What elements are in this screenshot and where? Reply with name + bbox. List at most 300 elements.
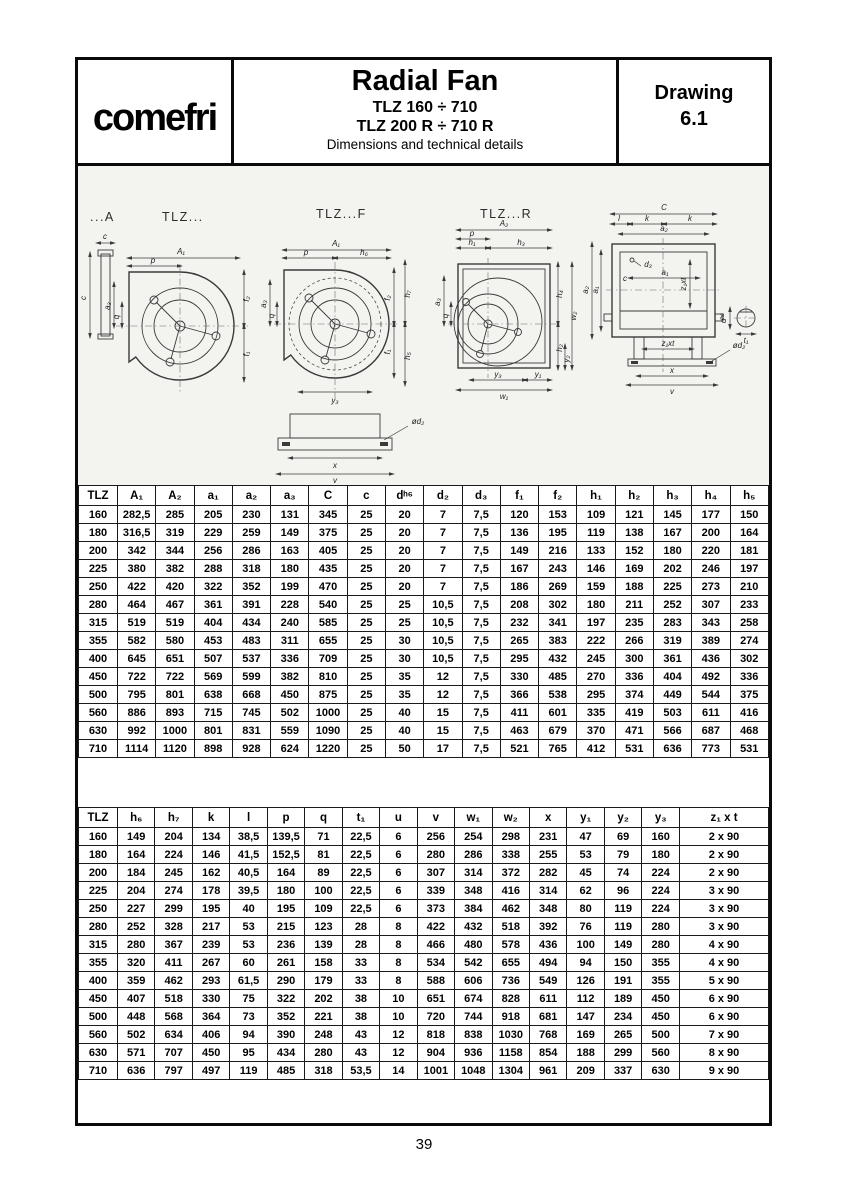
- table-cell: 411: [500, 704, 538, 722]
- table-cell: 928: [232, 740, 270, 758]
- table-cell: 599: [232, 668, 270, 686]
- table-cell: 280: [642, 936, 680, 954]
- table-cell: 419: [615, 704, 653, 722]
- table-cell: 681: [529, 1008, 566, 1026]
- table-cell: 20: [385, 560, 423, 578]
- table-cell: 773: [692, 740, 730, 758]
- table-cell: 112: [567, 990, 604, 1008]
- table-cell: 209: [567, 1062, 604, 1080]
- table-cell: 152: [615, 542, 653, 560]
- table-cell: 470: [309, 578, 347, 596]
- dim-label: h₁: [468, 238, 476, 247]
- table-row: [79, 936, 769, 954]
- table-cell: 6: [380, 864, 417, 882]
- table-cell: 231: [529, 828, 566, 846]
- column-header: c: [347, 486, 385, 506]
- table-cell: 341: [539, 614, 577, 632]
- column-header: t₁: [342, 808, 379, 828]
- table-cell: 7,5: [462, 560, 500, 578]
- table-cell: 180: [271, 560, 309, 578]
- subtitle-note: Dimensions and technical details: [326, 137, 524, 152]
- table-cell: 651: [417, 990, 454, 1008]
- table-cell: 25: [347, 722, 385, 740]
- table-cell: 3 x 90: [680, 918, 769, 936]
- table-cell: 74: [604, 864, 641, 882]
- table-cell: 709: [309, 650, 347, 668]
- table-cell: 1304: [492, 1062, 529, 1080]
- table-cell: 149: [271, 524, 309, 542]
- table-cell: 531: [615, 740, 653, 758]
- table-cell: 795: [118, 686, 156, 704]
- table-cell: 302: [730, 650, 769, 668]
- table-cell: 160: [642, 828, 680, 846]
- table-cell: 10,5: [424, 596, 462, 614]
- table-cell: 25: [347, 740, 385, 758]
- table-cell: 435: [309, 560, 347, 578]
- table-cell: 898: [194, 740, 232, 758]
- drawing-label: Drawing: [654, 82, 734, 104]
- table-cell: 2 x 90: [680, 864, 769, 882]
- table-cell: 76: [567, 918, 604, 936]
- table-cell: 69: [604, 828, 641, 846]
- table-cell: 560: [642, 1044, 680, 1062]
- table-cell: 339: [417, 882, 454, 900]
- dim-label: f₁: [242, 351, 251, 357]
- table-cell: 25: [347, 578, 385, 596]
- dim-label: h₆: [360, 248, 368, 257]
- table-cell: 316,5: [118, 524, 156, 542]
- table-cell: 270: [577, 668, 615, 686]
- table-cell: 450: [642, 1008, 680, 1026]
- table-row: [79, 954, 769, 972]
- table-cell: 28: [342, 936, 379, 954]
- column-header: y₁: [567, 808, 604, 828]
- column-header: f₂: [539, 486, 577, 506]
- dim-label: ød₂: [411, 417, 425, 426]
- view-label-tlz: TLZ...: [162, 210, 204, 224]
- table-cell: 255: [529, 846, 566, 864]
- table-cell: 1158: [492, 1044, 529, 1062]
- table-cell: 7,5: [462, 578, 500, 596]
- table-cell: 319: [653, 632, 691, 650]
- table-cell: 160: [79, 506, 118, 524]
- drawing-number-cell: [619, 60, 769, 163]
- table-cell: 992: [118, 722, 156, 740]
- table-cell: 375: [309, 524, 347, 542]
- page-title: Radial Fan: [351, 65, 499, 97]
- table-row: [79, 542, 769, 560]
- column-header: TLZ: [79, 808, 118, 828]
- table-cell: 25: [347, 614, 385, 632]
- dim-label: C: [661, 203, 667, 212]
- table-cell: 7,5: [462, 596, 500, 614]
- table-cell: 138: [615, 524, 653, 542]
- table-cell: 9 x 90: [680, 1062, 769, 1080]
- table-cell: 256: [194, 542, 232, 560]
- dim-label: w₁: [499, 392, 509, 401]
- table-cell: 7: [424, 578, 462, 596]
- dim-label: c: [623, 274, 627, 283]
- table-cell: 188: [615, 578, 653, 596]
- table-cell: 936: [455, 1044, 492, 1062]
- table-cell: 35: [385, 686, 423, 704]
- table-cell: 601: [539, 704, 577, 722]
- table-cell: 372: [492, 864, 529, 882]
- table-cell: 7,5: [462, 686, 500, 704]
- view-label-a: ...A: [90, 210, 115, 224]
- table-cell: 406: [192, 1026, 229, 1044]
- table-cell: 163: [271, 542, 309, 560]
- table-cell: 265: [604, 1026, 641, 1044]
- table-cell: 41,5: [230, 846, 267, 864]
- table-cell: 243: [539, 560, 577, 578]
- table-cell: 330: [500, 668, 538, 686]
- table-cell: 228: [271, 596, 309, 614]
- drawing-view-tlz: [103, 247, 251, 392]
- table-cell: 416: [730, 704, 769, 722]
- table-cell: 1000: [156, 722, 194, 740]
- table-cell: 606: [455, 972, 492, 990]
- table-cell: 392: [529, 918, 566, 936]
- table-cell: 314: [455, 864, 492, 882]
- table-cell: 611: [692, 704, 730, 722]
- table-cell: 139,5: [267, 828, 304, 846]
- table-cell: 30: [385, 650, 423, 668]
- table-row: [79, 686, 769, 704]
- dim-label: a₃: [433, 298, 442, 306]
- table-cell: 904: [417, 1044, 454, 1062]
- table-cell: 578: [492, 936, 529, 954]
- table-cell: 810: [309, 668, 347, 686]
- table-row: [79, 596, 769, 614]
- dimensions-table-2: [78, 807, 769, 1080]
- dim-label: A₂: [499, 219, 509, 228]
- table-cell: 1114: [118, 740, 156, 758]
- table-cell: 12: [424, 686, 462, 704]
- table-cell: 355: [79, 632, 118, 650]
- table-cell: 10,5: [424, 614, 462, 632]
- table-cell: 449: [653, 686, 691, 704]
- table-cell: 25: [347, 650, 385, 668]
- table-cell: 918: [492, 1008, 529, 1026]
- table-cell: 133: [577, 542, 615, 560]
- table-cell: 8 x 90: [680, 1044, 769, 1062]
- table-cell: 361: [653, 650, 691, 668]
- table-cell: 448: [118, 1008, 155, 1026]
- table-cell: 195: [267, 900, 304, 918]
- table-cell: 22,5: [342, 846, 379, 864]
- table-cell: 7,5: [462, 542, 500, 560]
- table-cell: 225: [79, 882, 118, 900]
- table-cell: 22,5: [342, 882, 379, 900]
- table-cell: 336: [615, 668, 653, 686]
- table-cell: 89: [305, 864, 342, 882]
- header-row: [79, 486, 769, 506]
- dim-label: p: [150, 256, 156, 265]
- table-cell: 149: [500, 542, 538, 560]
- dim-label: h₅: [403, 352, 412, 360]
- table-cell: 20: [385, 578, 423, 596]
- table-cell: 199: [271, 578, 309, 596]
- table-cell: 7: [424, 542, 462, 560]
- table-cell: 280: [642, 918, 680, 936]
- table-row: [79, 560, 769, 578]
- table-cell: 416: [492, 882, 529, 900]
- column-header: a₂: [232, 486, 270, 506]
- table-cell: 53: [230, 936, 267, 954]
- table-cell: 164: [267, 864, 304, 882]
- table-cell: 40: [385, 704, 423, 722]
- table-cell: 295: [577, 686, 615, 704]
- table-cell: 560: [79, 1026, 118, 1044]
- table-cell: 710: [79, 740, 118, 758]
- table-cell: 22,5: [342, 864, 379, 882]
- dim-label: k: [645, 214, 649, 223]
- table-cell: 38: [342, 1008, 379, 1026]
- table-cell: 73: [230, 1008, 267, 1026]
- table-cell: 655: [309, 632, 347, 650]
- table-cell: 559: [271, 722, 309, 740]
- table-cell: 43: [342, 1026, 379, 1044]
- table-cell: 464: [118, 596, 156, 614]
- table-cell: 582: [118, 632, 156, 650]
- table-cell: 503: [653, 704, 691, 722]
- table-cell: 180: [577, 596, 615, 614]
- table-cell: 518: [155, 990, 192, 1008]
- table-cell: 288: [194, 560, 232, 578]
- table-cell: 10: [380, 1008, 417, 1026]
- table-cell: 462: [155, 972, 192, 990]
- column-header: dʰ⁶: [385, 486, 423, 506]
- table-cell: 373: [417, 900, 454, 918]
- dimensions-table-1-wrap: [78, 485, 769, 758]
- table-cell: 139: [305, 936, 342, 954]
- column-header: C: [309, 486, 347, 506]
- table-cell: 224: [642, 882, 680, 900]
- table-row: [79, 578, 769, 596]
- table-cell: 6 x 90: [680, 1008, 769, 1026]
- header-row: [79, 808, 769, 828]
- table-cell: 38: [342, 990, 379, 1008]
- table-cell: 229: [194, 524, 232, 542]
- table-cell: 119: [230, 1062, 267, 1080]
- table-cell: 336: [730, 668, 769, 686]
- column-header: w₁: [455, 808, 492, 828]
- table-cell: 7,5: [462, 524, 500, 542]
- dim-label: c: [103, 232, 107, 241]
- table-cell: 61,5: [230, 972, 267, 990]
- column-header: h₇: [155, 808, 192, 828]
- table-cell: 450: [79, 990, 118, 1008]
- table-cell: 352: [232, 578, 270, 596]
- table-cell: 236: [267, 936, 304, 954]
- table-cell: 361: [194, 596, 232, 614]
- table-cell: 450: [271, 686, 309, 704]
- table-cell: 348: [529, 900, 566, 918]
- table-cell: 722: [118, 668, 156, 686]
- table-cell: 364: [192, 1008, 229, 1026]
- table-cell: 47: [567, 828, 604, 846]
- table-cell: 519: [156, 614, 194, 632]
- table-cell: 180: [642, 846, 680, 864]
- table-cell: 195: [539, 524, 577, 542]
- table-cell: 765: [539, 740, 577, 758]
- table-cell: 366: [500, 686, 538, 704]
- dim-label: f₂: [383, 295, 392, 301]
- column-header: q: [305, 808, 342, 828]
- table-cell: 123: [305, 918, 342, 936]
- table-cell: 7: [424, 506, 462, 524]
- table-cell: 483: [232, 632, 270, 650]
- column-header: A₂: [156, 486, 194, 506]
- table-cell: 53: [230, 918, 267, 936]
- table-cell: 167: [653, 524, 691, 542]
- table-cell: 109: [305, 900, 342, 918]
- table-cell: 1000: [309, 704, 347, 722]
- dim-label: z₁xt: [679, 277, 688, 291]
- table-cell: 537: [232, 650, 270, 668]
- table-cell: 630: [79, 1044, 118, 1062]
- table-cell: 119: [604, 900, 641, 918]
- dim-label: k: [688, 214, 692, 223]
- table-cell: 7,5: [462, 668, 500, 686]
- table-cell: 7: [424, 560, 462, 578]
- table-cell: 53,5: [342, 1062, 379, 1080]
- table-cell: 33: [342, 954, 379, 972]
- table-cell: 315: [79, 936, 118, 954]
- table-cell: 245: [577, 650, 615, 668]
- column-header: y₂: [604, 808, 641, 828]
- table-cell: 307: [417, 864, 454, 882]
- dim-label: c: [79, 296, 88, 300]
- table-cell: 566: [653, 722, 691, 740]
- table-cell: 200: [692, 524, 730, 542]
- table-row: [79, 882, 769, 900]
- table-cell: 232: [500, 614, 538, 632]
- table-cell: 2 x 90: [680, 846, 769, 864]
- table-cell: 286: [455, 846, 492, 864]
- table-cell: 707: [155, 1044, 192, 1062]
- table-cell: 359: [118, 972, 155, 990]
- table-row: [79, 972, 769, 990]
- table-cell: 355: [642, 954, 680, 972]
- table-cell: 147: [567, 1008, 604, 1026]
- page-number: 39: [415, 1136, 433, 1153]
- table-cell: 6 x 90: [680, 990, 769, 1008]
- table-cell: 280: [79, 596, 118, 614]
- table-cell: 450: [192, 1044, 229, 1062]
- table-cell: 1030: [492, 1026, 529, 1044]
- table-cell: 7,5: [462, 722, 500, 740]
- table-cell: 655: [492, 954, 529, 972]
- table-cell: 314: [529, 882, 566, 900]
- table-cell: 382: [271, 668, 309, 686]
- table-cell: 267: [192, 954, 229, 972]
- drawing-view-tlz-f: [259, 239, 424, 485]
- table-cell: 450: [79, 668, 118, 686]
- dim-label: x: [333, 461, 337, 470]
- table-cell: 145: [653, 506, 691, 524]
- table-cell: 450: [642, 990, 680, 1008]
- dimensions-table-1: [78, 485, 769, 758]
- table-cell: 30: [385, 632, 423, 650]
- table-cell: 404: [653, 668, 691, 686]
- view-label-tlz-r: TLZ...R: [480, 207, 533, 221]
- dim-label: d₃: [644, 260, 652, 269]
- table-cell: 7,5: [462, 506, 500, 524]
- column-header: y₃: [642, 808, 680, 828]
- model-range-1: TLZ 160 ÷ 710: [372, 99, 478, 116]
- table-cell: 35: [385, 668, 423, 686]
- table-cell: 580: [156, 632, 194, 650]
- table-cell: 434: [267, 1044, 304, 1062]
- table-cell: 797: [155, 1062, 192, 1080]
- table-cell: 736: [492, 972, 529, 990]
- table-cell: 120: [500, 506, 538, 524]
- table-row: [79, 864, 769, 882]
- page-frame: [75, 57, 772, 1126]
- table-cell: 645: [118, 650, 156, 668]
- table-row: [79, 846, 769, 864]
- dim-label: a₃: [103, 302, 112, 310]
- table-cell: 6: [380, 828, 417, 846]
- table-cell: 636: [118, 1062, 155, 1080]
- table-cell: 8: [380, 918, 417, 936]
- table-row: [79, 722, 769, 740]
- table-cell: 189: [604, 990, 641, 1008]
- table-cell: 25: [347, 524, 385, 542]
- table-cell: 53: [567, 846, 604, 864]
- table-cell: 337: [604, 1062, 641, 1080]
- table-cell: 854: [529, 1044, 566, 1062]
- table-row: [79, 740, 769, 758]
- table-cell: 186: [500, 578, 538, 596]
- table-cell: 674: [455, 990, 492, 1008]
- table-cell: 961: [529, 1062, 566, 1080]
- table-cell: 119: [604, 918, 641, 936]
- table-cell: 17: [424, 740, 462, 758]
- table-cell: 893: [156, 704, 194, 722]
- table-cell: 355: [642, 972, 680, 990]
- model-range-2: TLZ 200 R ÷ 710 R: [356, 118, 494, 135]
- table-cell: 50: [385, 740, 423, 758]
- table-cell: 328: [155, 918, 192, 936]
- table-cell: 383: [539, 632, 577, 650]
- table-cell: 94: [567, 954, 604, 972]
- dim-label: a₂: [581, 286, 590, 294]
- dim-label: A₁: [177, 247, 185, 256]
- table-cell: 20: [385, 524, 423, 542]
- table-cell: 245: [155, 864, 192, 882]
- table-cell: 382: [156, 560, 194, 578]
- table-cell: 126: [567, 972, 604, 990]
- table-cell: 160: [79, 828, 118, 846]
- table-row: [79, 650, 769, 668]
- column-header: d₂: [424, 486, 462, 506]
- logo-cell: [78, 60, 234, 163]
- table-cell: 10,5: [424, 650, 462, 668]
- column-header: l: [230, 808, 267, 828]
- dim-label: a₂: [660, 224, 668, 233]
- table-cell: 818: [417, 1026, 454, 1044]
- table-cell: 420: [156, 578, 194, 596]
- table-cell: 4 x 90: [680, 954, 769, 972]
- table-row: [79, 1062, 769, 1080]
- column-header: h₆: [118, 808, 155, 828]
- table-cell: 10,5: [424, 632, 462, 650]
- table-cell: 831: [232, 722, 270, 740]
- table-cell: 290: [267, 972, 304, 990]
